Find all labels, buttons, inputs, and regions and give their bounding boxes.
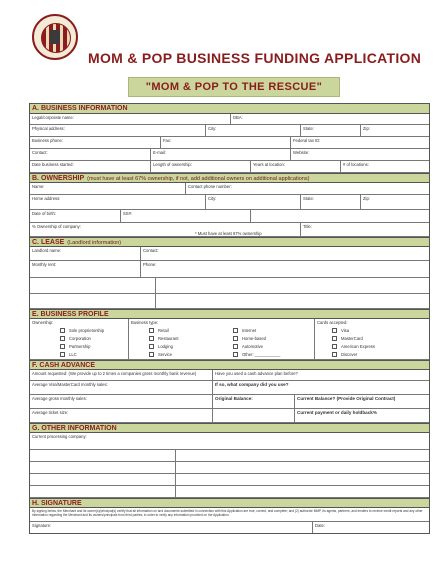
row-lease-blank-2 (30, 294, 429, 309)
physical-address-field[interactable]: Physical address: (32, 126, 65, 131)
legal-name-field[interactable]: Legal/corporate name: (32, 115, 74, 120)
prior-advance-field[interactable]: Have you used a cash advance plan before? (212, 370, 431, 380)
current-payment-field[interactable]: Current payment or daily holdback% (294, 409, 431, 422)
row-other-blank (30, 462, 429, 474)
tagline-banner: "MOM & POP TO THE RESCUE" (128, 77, 340, 97)
lease-phone-field[interactable]: Phone: (140, 261, 431, 277)
owner-phone-field[interactable]: Contact phone number: (185, 183, 431, 194)
row-disclaimer (30, 508, 429, 522)
zip-field[interactable]: Zip: (360, 125, 431, 136)
business-type-checkbox[interactable]: Other: ___________ (233, 352, 280, 357)
monthly-rent-field[interactable]: Monthly rent: (32, 262, 57, 267)
dba-field[interactable]: DBA: (230, 114, 431, 124)
ownership-type-group: Ownership: Sole proprietorship Corporation Partnership LLC (32, 320, 105, 357)
state-field[interactable]: State: (300, 125, 360, 136)
card-checkbox[interactable]: Discover (332, 352, 357, 357)
business-type-checkbox[interactable]: Service (149, 352, 172, 357)
row-ownership-pct (30, 223, 429, 237)
row-other-blank (30, 486, 429, 498)
lease-contact-field[interactable]: Contact: (140, 247, 431, 260)
row-dates (30, 161, 429, 173)
landlord-field[interactable]: Landlord name: (32, 248, 62, 253)
lease-blank-cell[interactable] (155, 278, 431, 293)
years-location-field[interactable]: Years at location: (250, 161, 340, 172)
row-dob (30, 210, 429, 223)
row-avg-visa (30, 381, 429, 395)
which-company-field[interactable]: If so, what company did you use? (212, 381, 431, 394)
section-cash-heading: F. CASH ADVANCE (30, 360, 429, 370)
business-type-checkbox[interactable]: Internet (233, 328, 256, 333)
business-type-group: Business type: Retail Restaurant Lodging Service Internet Home-based Automotive Other: ___________ (128, 319, 314, 359)
home-address-field[interactable]: Home address: (32, 196, 61, 201)
row-landlord (30, 247, 429, 261)
date-started-field[interactable]: Date business started: (32, 162, 74, 167)
federal-tax-id-field[interactable]: Federal tax ID: (290, 137, 431, 148)
ownership-option-checkbox[interactable]: Partnership (60, 344, 90, 349)
business-type-checkbox[interactable]: Lodging (149, 344, 173, 349)
avg-visa-field[interactable]: Average Visa/MasterCard monthly sales: (32, 382, 108, 387)
business-type-checkbox[interactable]: Restaurant (149, 336, 178, 341)
row-other-blank (30, 474, 429, 486)
row-signature (30, 522, 429, 533)
card-checkbox[interactable]: American Express (332, 344, 375, 349)
row-processing (30, 433, 429, 450)
row-avg-ticket (30, 409, 429, 423)
dob-field[interactable]: Date of birth: (32, 211, 56, 216)
business-type-checkbox[interactable]: Automotive (233, 344, 263, 349)
signature-date-field[interactable]: Date: (312, 522, 431, 533)
section-ownership-heading: B. OWNERSHIP (must have at least 67% ownership, if not, add additional owners on additional applications) (30, 173, 429, 183)
other-blank-cell[interactable] (175, 486, 431, 497)
lease-blank-cell[interactable] (30, 278, 155, 293)
section-lease-heading: C. LEASE (Landlord information) (30, 237, 429, 247)
current-balance-field[interactable]: Current Balance? (Provide Original Contract) (294, 395, 431, 408)
business-type-checkbox[interactable]: Home-based (233, 336, 266, 341)
website-field[interactable]: Website: (290, 149, 431, 160)
other-blank-cell[interactable] (175, 474, 431, 485)
processing-company-field[interactable]: Current processing company: (32, 434, 87, 439)
lease-blank-cell[interactable] (30, 294, 155, 308)
fax-field[interactable]: Fax: (160, 137, 290, 148)
card-checkbox[interactable]: Visa (332, 328, 349, 333)
other-blank-cell[interactable] (30, 462, 175, 473)
ownership-option-checkbox[interactable]: LLC (60, 352, 77, 357)
ownership-min-note: * Must have at least 67% ownership (195, 231, 262, 236)
row-avg-gross (30, 395, 429, 409)
dob-blank-field[interactable] (250, 210, 431, 222)
business-phone-field[interactable]: Business phone: (32, 138, 63, 143)
section-other-heading: G. OTHER INFORMATION (30, 423, 429, 433)
num-locations-field[interactable]: # of locations: (340, 161, 431, 172)
row-owner-name (30, 183, 429, 195)
row-home-address (30, 195, 429, 210)
row-physical-address (30, 125, 429, 137)
ownership-option-checkbox[interactable]: Corporation (60, 336, 91, 341)
row-lease-blank-1 (30, 278, 429, 294)
other-blank-cell[interactable] (175, 450, 431, 461)
row-phone (30, 137, 429, 149)
lease-blank-cell[interactable] (155, 294, 431, 308)
email-field[interactable]: E-mail: (150, 149, 290, 160)
avg-ticket-field[interactable]: Average ticket size: (32, 410, 69, 415)
other-blank-cell[interactable] (30, 474, 175, 485)
owner-city-field[interactable]: City: (205, 195, 300, 209)
ownership-pct-field[interactable]: % Ownership of company: * Must have at least 67% ownership (32, 224, 262, 236)
owner-state-field[interactable]: State: (300, 195, 360, 209)
owner-name-field[interactable]: Name: (32, 184, 45, 189)
application-form (29, 103, 430, 534)
page-title: MOM & POP BUSINESS FUNDING APPLICATION (88, 50, 422, 66)
row-amount-requested (30, 370, 429, 381)
signature-disclaimer: By signing below, the Merchant and its owner(s)/principal(s) certify that all information on and documents submitted in connection with this Application are true, correct, and complete; and (2) authorize MMP, its agents, partners, and lenders to receive credit reports and any other information regarding the Merchant and its owners/principals from third parties, in order to verify any information provided on the Application. (32, 509, 423, 517)
owner-zip-field[interactable]: Zip: (360, 195, 431, 209)
avg-gross-field[interactable]: Average gross monthly sales: (32, 396, 87, 401)
row-contact (30, 149, 429, 161)
cards-accepted-group: Cards accepted: Visa MasterCard American Express Discover (314, 319, 431, 359)
signature-field[interactable]: Signature: (32, 523, 52, 528)
row-legal-name (30, 114, 429, 125)
contact-field[interactable]: Contact: (32, 150, 48, 155)
original-balance-field[interactable]: Original Balance: (212, 395, 294, 408)
section-business-heading: A. BUSINESS INFORMATION (30, 104, 429, 114)
ownership-option-checkbox[interactable]: Sole proprietorship (60, 328, 104, 333)
company-seal-logo (32, 14, 78, 60)
row-monthly-rent (30, 261, 429, 278)
card-checkbox[interactable]: MasterCard (332, 336, 363, 341)
amount-requested-field[interactable]: Amount requested: (We provide up to 2 times a companies gross monthly bank revenue) (32, 371, 197, 376)
section-profile-heading: E. BUSINESS PROFILE (30, 309, 429, 319)
avg-ticket-blank-field[interactable] (212, 409, 294, 422)
business-type-checkbox[interactable]: Retail (149, 328, 169, 333)
owner-title-field[interactable]: Title: (300, 223, 431, 236)
length-ownership-field[interactable]: Length of ownership: (150, 161, 250, 172)
ssn-field[interactable]: SS#: (120, 210, 250, 222)
other-blank-cell[interactable] (175, 462, 431, 473)
row-business-profile (30, 319, 429, 360)
row-other-blank (30, 450, 429, 462)
other-blank-cell[interactable] (30, 486, 175, 497)
other-blank-cell[interactable] (30, 450, 175, 461)
city-field[interactable]: City: (205, 125, 300, 136)
section-signature-heading: H. SIGNATURE (30, 498, 429, 508)
